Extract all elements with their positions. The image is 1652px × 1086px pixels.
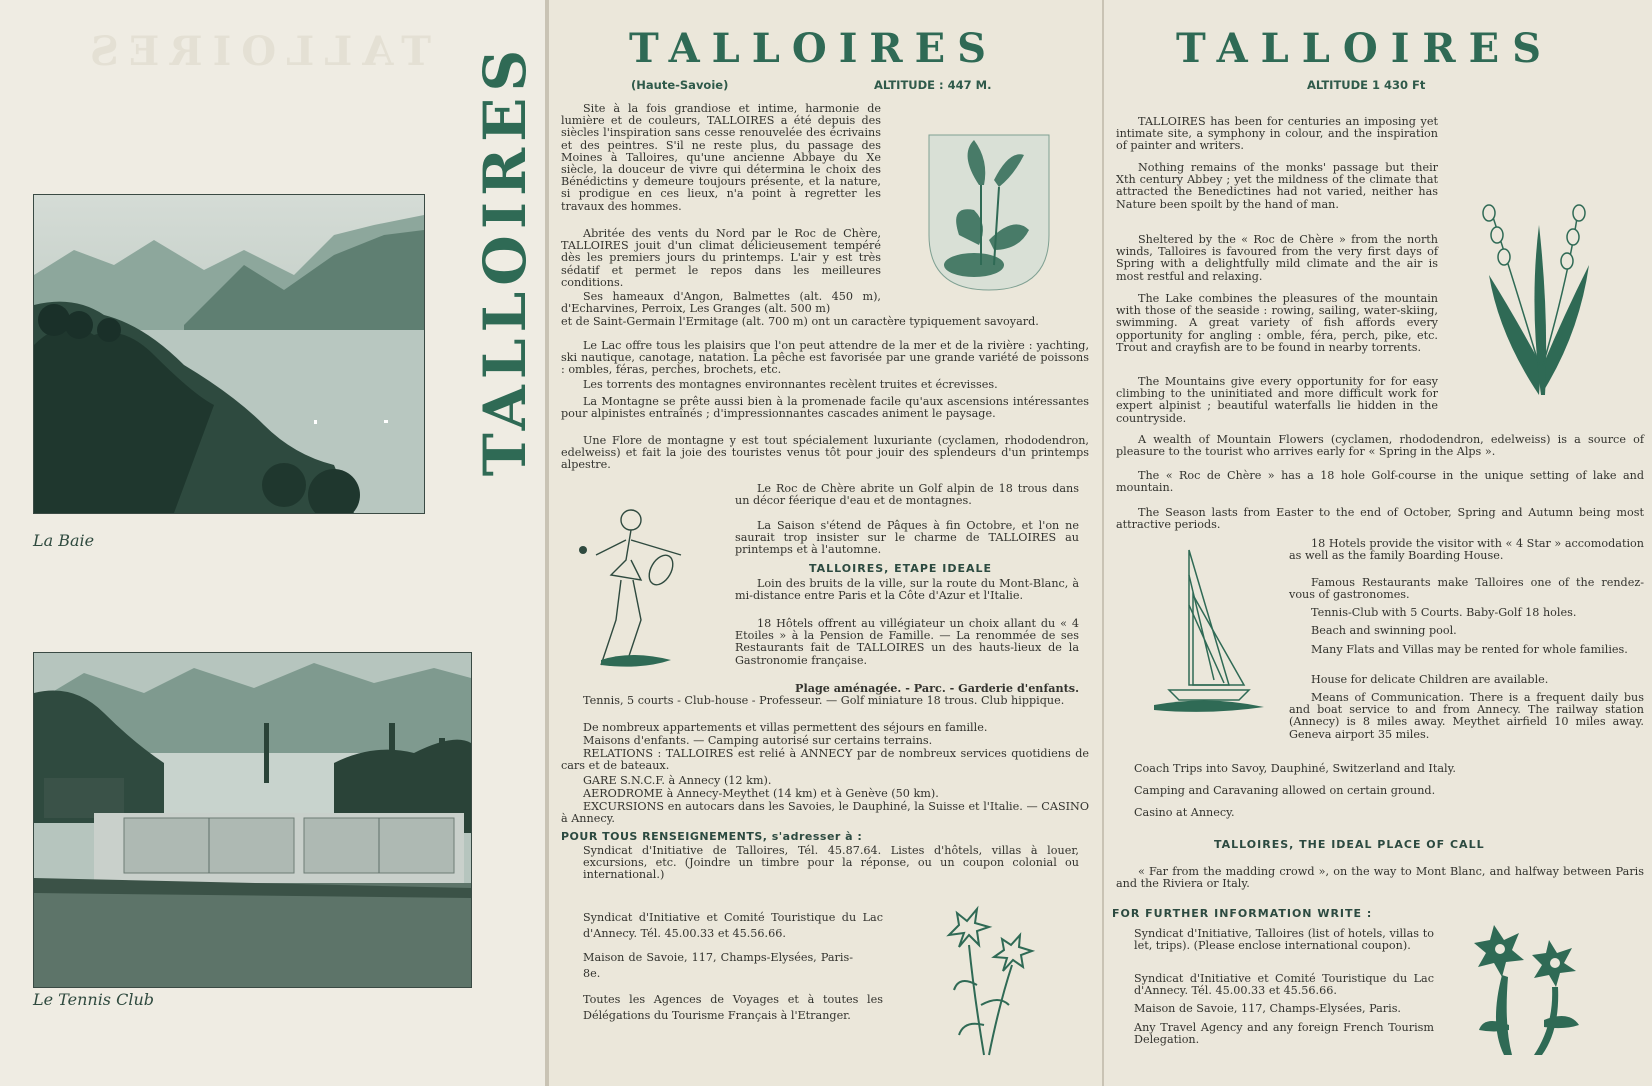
fr-paragraph-excursions: EXCURSIONS en autocars dans les Savoies, le Dauphiné, la Suisse et l'Italie. — CASINO à Annecy. xyxy=(561,800,1089,826)
en-contact-maison-savoie: Maison de Savoie, 117, Champs-Elysées, Paris. xyxy=(1134,1002,1401,1015)
fr-paragraph-gare: GARE S.N.C.F. à Annecy (12 km). xyxy=(583,774,772,787)
fr-paragraph-tennis: Tennis, 5 courts - Club-house - Professeur. — Golf miniature 18 trous. Club hippique. xyxy=(583,694,1065,707)
en-paragraph-restaurants: Famous Restaurants make Talloires one of the rendez-vous of gastronomes. xyxy=(1289,576,1644,602)
fr-heading-renseignements: POUR TOUS RENSEIGNEMENTS, s'adresser à : xyxy=(561,830,863,843)
fr-paragraph-mountain: La Montagne se prête aussi bien à la promenade facile qu'aux ascensions intéressantes pour alpinistes entraînés ; d'impressionnantes cascades animent le paysage. xyxy=(561,395,1089,421)
fr-paragraph-relations: RELATIONS : TALLOIRES est relié à ANNECY par de nombreux services quotidiens de cars et de bateaux. xyxy=(561,747,1089,773)
fr-paragraph-season: La Saison s'étend de Pâques à fin Octobre, et l'on ne saurait trop insister sur le charme de TALLOIRES au printemps et à l'automne. xyxy=(735,519,1079,557)
fr-paragraph-climate: Abritée des vents du Nord par le Roc de Chère, TALLOIRES jouit d'un climat délicieusement tempéré dès les premiers jours du printemps. L'air y est très sédatif et permet le repos dans les meilleures conditions. xyxy=(561,227,881,289)
en-paragraph-madding: « Far from the madding crowd », on the way to Mont Blanc, and halfway between Paris and the Riviera or Italy. xyxy=(1116,865,1644,891)
fr-paragraph-hamlets-2: et de Saint-Germain l'Ermitage (alt. 700 m) ont un caractère typiquement savoyard. xyxy=(561,315,1039,328)
en-paragraph-flats: Many Flats and Villas may be rented for whole families. xyxy=(1311,643,1628,656)
altitude-label-en: ALTITUDE 1 430 Ft xyxy=(1307,78,1426,92)
fr-contact-maison-savoie: Maison de Savoie, 117, Champs-Elysées, Paris-8e. xyxy=(583,951,853,980)
photo-la-baie xyxy=(33,194,425,514)
sailboat-illustration xyxy=(1149,545,1269,715)
en-paragraph-children: House for delicate Children are available. xyxy=(1311,673,1549,686)
tennis-player-illustration xyxy=(571,500,691,675)
fr-paragraph-torrents: Les torrents des montagnes environnantes recèlent truites et écrevisses. xyxy=(583,378,998,391)
french-panel xyxy=(549,0,1102,1086)
en-paragraph-season: The Season lasts from Easter to the end of October, Spring and Autumn being most attractive periods. xyxy=(1116,506,1644,532)
edelweiss-illustration xyxy=(929,895,1039,1060)
fr-paragraph-route: Loin des bruits de la ville, sur la route du Mont-Blanc, à mi-distance entre Paris et la Côte d'Azur et l'Italie. xyxy=(735,577,1079,603)
show-through-text: TALLOIRES xyxy=(80,28,432,75)
en-contact-syndicat-talloires: Syndicat d'Initiative, Talloires (list of hotels, villas to let, trips). (Please enclose international coupon). xyxy=(1134,927,1434,953)
french-title: TALLOIRES xyxy=(629,25,999,72)
region-label: (Haute-Savoie) xyxy=(631,78,729,92)
fr-contact-agences: Toutes les Agences de Voyages et à toutes les Délégations du Tourisme Français à l'Etranger. xyxy=(583,993,883,1022)
en-paragraph-camping: Camping and Caravaning allowed on certain ground. xyxy=(1134,784,1436,797)
en-paragraph-mountains: The Mountains give every opportunity for for easy climbing to the uninitiated and more difficult work for expert alpinist ; beautiful waterfalls lie hidden in the countryside. xyxy=(1116,375,1438,425)
en-heading-further: FOR FURTHER INFORMATION WRITE : xyxy=(1112,907,1373,920)
fr-paragraph-lake: Le Lac offre tous les plaisirs que l'on peut attendre de la mer et de la rivière : yachting, ski nautique, canotage, natation. La pêche est favorisée par une grande variété de poissons : ombles, féras, perches, brochets, etc. xyxy=(561,339,1089,377)
photo-tennis-club xyxy=(33,652,472,988)
fr-paragraph-hotels: 18 Hôtels offrent au villégiateur un choix allant du « 4 Etoiles » à la Pension de Famille. — La renommée de ses Restaurants fait de TALLOIRES un des hauts-lieux de la Gastronomie française. xyxy=(735,617,1079,667)
en-paragraph-casino: Casino at Annecy. xyxy=(1134,806,1235,819)
en-paragraph-tennis: Tennis-Club with 5 Courts. Baby-Golf 18 holes. xyxy=(1311,606,1577,619)
altitude-label-fr: ALTITUDE : 447 M. xyxy=(874,78,992,92)
cyclamen-illustration xyxy=(919,125,1059,295)
en-paragraph-lake: The Lake combines the pleasures of the mountain with those of the seaside : rowing, sailing, water-skiing, swimming. A great variety of fish affords every opportunity for angling : omble, féra, perch, pike, etc. Trout and crayfish are to be found in nearby torrents. xyxy=(1116,292,1438,354)
english-title: TALLOIRES xyxy=(1176,25,1555,72)
en-paragraph-communication: Means of Communication. There is a frequent daily bus and boat service to and from Annecy. The railway station (Annecy) is 8 miles away. Meythet airfield 10 miles away. Geneva airport 35 miles. xyxy=(1289,691,1644,741)
fr-paragraph-maisons: Maisons d'enfants. — Camping autorisé sur certains terrains. xyxy=(583,734,933,747)
en-paragraph-coach: Coach Trips into Savoy, Dauphiné, Switzerland and Italy. xyxy=(1134,762,1456,775)
fr-contact-comite: Syndicat d'Initiative et Comité Touristique du Lac d'Annecy. Tél. 45.00.33 et 45.56.66. xyxy=(583,911,883,940)
en-contact-comite: Syndicat d'Initiative et Comité Touristique du Lac d'Annecy. Tél. 45.00.33 et 45.56.66. xyxy=(1134,972,1434,998)
fr-paragraph-intro: Site à la fois grandiose et intime, harmonie de lumière et de couleurs, TALLOIRES a été depuis des siècles l'inspiration sans cesse renouvelée des écrivains et des peintres. S'il ne reste plus, du passage des Moines à Talloires, qu'une ancienne Abbaye du Xe siècle, la douceur de vivre qui détermina le choix des Bénédictins y demeure toujours présente, et la nature, si prodigue en ces lieux, n'a point à regretter les travaux des hommes. xyxy=(561,102,881,213)
en-paragraph-intro: TALLOIRES has been for centuries an imposing yet intimate site, a symphony in colour, and the inspiration of painter and writers. xyxy=(1116,115,1438,153)
english-panel xyxy=(1104,0,1652,1086)
en-contact-agency: Any Travel Agency and any foreign French Tourism Delegation. xyxy=(1134,1021,1434,1047)
lily-of-the-valley-illustration xyxy=(1469,165,1609,400)
en-paragraph-climate: Sheltered by the « Roc de Chère » from the north winds, Talloires is favoured from the very first days of Spring with a delightfully mild climate and the air is most restful and relaxing. xyxy=(1116,233,1438,283)
en-paragraph-flowers: A wealth of Mountain Flowers (cyclamen, rhododendron, edelweiss) is a source of pleasure to the tourist who arrives early for « Spring in the Alps ». xyxy=(1116,433,1644,459)
fr-paragraph-golf: Le Roc de Chère abrite un Golf alpin de 18 trous dans un décor féerique d'eau et de montagnes. xyxy=(735,482,1079,508)
fr-contact-syndicat-talloires: Syndicat d'Initiative de Talloires, Tél. 45.87.64. Listes d'hôtels, villas à louer, excursions, etc. (Joindre un timbre pour la réponse, ou un coupon colonial ou international.) xyxy=(583,844,1079,882)
en-paragraph-abbey: Nothing remains of the monks' passage but their Xth century Abbey ; yet the mildness of the climate that attracted the Benedictines had not varied, neither has Nature been spoilt by the hand of man. xyxy=(1116,161,1438,211)
fr-paragraph-flora: Une Flore de montagne y est tout spécialement luxuriante (cyclamen, rhododendron, edelweiss) et fait la joie des touristes venus tôt pour jouir des splendeurs d'un printemps alpestre. xyxy=(561,434,1089,472)
gentian-illustration xyxy=(1464,915,1594,1055)
fr-paragraph-appartements: De nombreux appartements et villas permettent des séjours en famille. xyxy=(583,721,988,734)
caption-la-baie: La Baie xyxy=(33,531,95,550)
caption-tennis-club: Le Tennis Club xyxy=(33,990,155,1009)
fr-paragraph-aerodrome: AERODROME à Annecy-Meythet (14 km) et à Genève (50 km). xyxy=(583,787,939,800)
left-panel xyxy=(0,0,545,1086)
vertical-title: TALLOIRES xyxy=(471,43,539,477)
en-heading-ideal: TALLOIRES, THE IDEAL PLACE OF CALL xyxy=(1214,838,1485,851)
en-paragraph-golf: The « Roc de Chère » has a 18 hole Golf-course in the unique setting of lake and mountain. xyxy=(1116,469,1644,495)
fr-paragraph-plage: Plage aménagée. - Parc. - Garderie d'enfants. xyxy=(795,681,1079,695)
en-paragraph-beach: Beach and swinning pool. xyxy=(1311,624,1457,637)
fr-heading-etape: TALLOIRES, ETAPE IDEALE xyxy=(809,562,993,575)
en-paragraph-hotels: 18 Hotels provide the visitor with « 4 Star » accomodation as well as the family Boarding House. xyxy=(1289,537,1644,563)
fr-paragraph-hamlets: Ses hameaux d'Angon, Balmettes (alt. 450 m), d'Echarvines, Perroix, Les Granges (alt. 500 m) xyxy=(561,290,881,316)
